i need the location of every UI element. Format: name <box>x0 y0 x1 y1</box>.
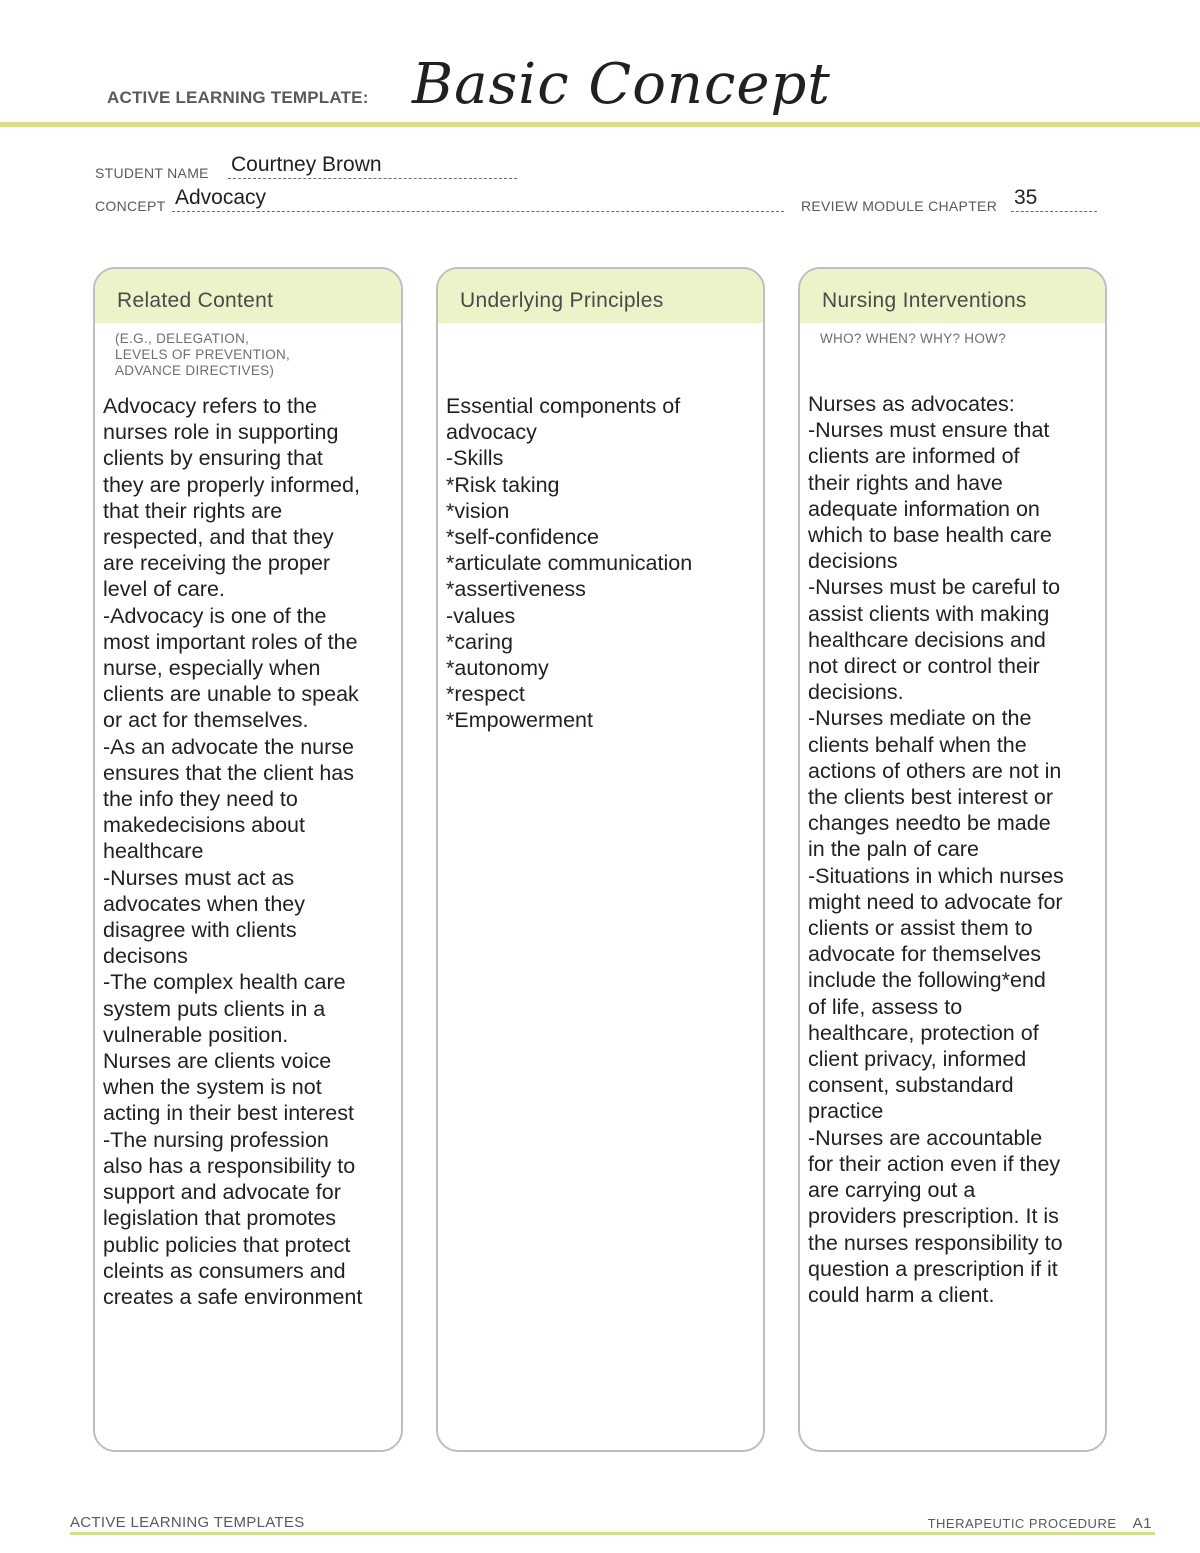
template-label: ACTIVE LEARNING TEMPLATE: <box>107 88 369 107</box>
review-module-label: REVIEW MODULE CHAPTER <box>801 198 998 214</box>
header-divider <box>0 122 1200 127</box>
related-content-column <box>93 267 403 1452</box>
underlying-principles-text[interactable]: Essential components of advocacy -Skills *Risk taking *vision *self-confidence *articulate communication *assertiveness -values *caring *autonomy *respect *Empowerment <box>446 394 693 733</box>
underlying-principles-title: Underlying Principles <box>460 289 664 312</box>
footer-left-label: ACTIVE LEARNING TEMPLATES <box>70 1514 305 1531</box>
nursing-interventions-title: Nursing Interventions <box>822 289 1027 312</box>
student-name-label: STUDENT NAME <box>95 165 209 181</box>
footer-divider <box>70 1532 1155 1535</box>
underlying-principles-column <box>436 267 765 1452</box>
nursing-interventions-text[interactable]: Nurses as advocates: -Nurses must ensure that clients are informed of their rights and have adequate information on which to base health care decisions -Nurses must be careful to assist clients with making healthcare decisions and not direct or control their decisions. -Nurses mediate on the clients behalf when the actions of others are not in the clients best interest or changes needto be made in the paln of care -Situations in which nurses might need to advocate for clients or assist them to advocate for themselves include the following*end of life, assess to healthcare, protection of client privacy, informed consent, substandard practice -Nurses are accountable for their action even if they are carrying out a providers prescription. It is the nurses responsibility to question a prescription if it could harm a client. <box>808 392 1064 1307</box>
nursing-interventions-subtitle: WHO? WHEN? WHY? HOW? <box>820 331 1007 346</box>
concept-value[interactable]: Advocacy <box>175 186 267 209</box>
nursing-interventions-column <box>798 267 1107 1452</box>
nursing-interventions-header <box>800 269 1105 323</box>
related-content-header <box>95 269 401 323</box>
concept-label: CONCEPT <box>95 198 166 214</box>
page-number: A1 <box>1132 1515 1152 1532</box>
related-content-text[interactable]: Advocacy refers to the nurses role in supporting clients by ensuring that they are properly informed, that their rights are respected, and that they are receiving the proper level of care. -Advocacy is one of the most important roles of the nurse, especially when clients are unable to speak or act for themselves. -As an advocate the nurse ensures that the client has the info they need to makedecisions about healthcare -Nurses must act as advocates when they disagree with clients decisons -The complex health care system puts clients in a vulnerable position. Nurses are clients voice when the system is not acting in their best interest -The nursing profession also has a responsibility to support and advocate for legislation that promotes public policies that protect cleints as consumers and creates a safe environment <box>103 394 363 1309</box>
underlying-principles-header <box>438 269 763 323</box>
student-name-field[interactable] <box>95 151 525 181</box>
student-name-underline <box>228 178 517 179</box>
footer-right <box>928 1515 1152 1532</box>
student-name-value: Courtney Brown <box>231 153 382 176</box>
review-module-value[interactable]: 35 <box>1014 186 1038 209</box>
footer-section-label: THERAPEUTIC PROCEDURE <box>927 1516 1117 1531</box>
review-module-underline <box>1011 211 1097 212</box>
related-content-subtitle: (E.G., DELEGATION, LEVELS OF PREVENTION, ADVANCE DIRECTIVES) <box>115 331 291 378</box>
concept-underline <box>172 211 784 212</box>
concept-field-row <box>95 184 1105 214</box>
template-title: Basic Concept <box>412 52 831 117</box>
related-content-title: Related Content <box>117 289 274 312</box>
